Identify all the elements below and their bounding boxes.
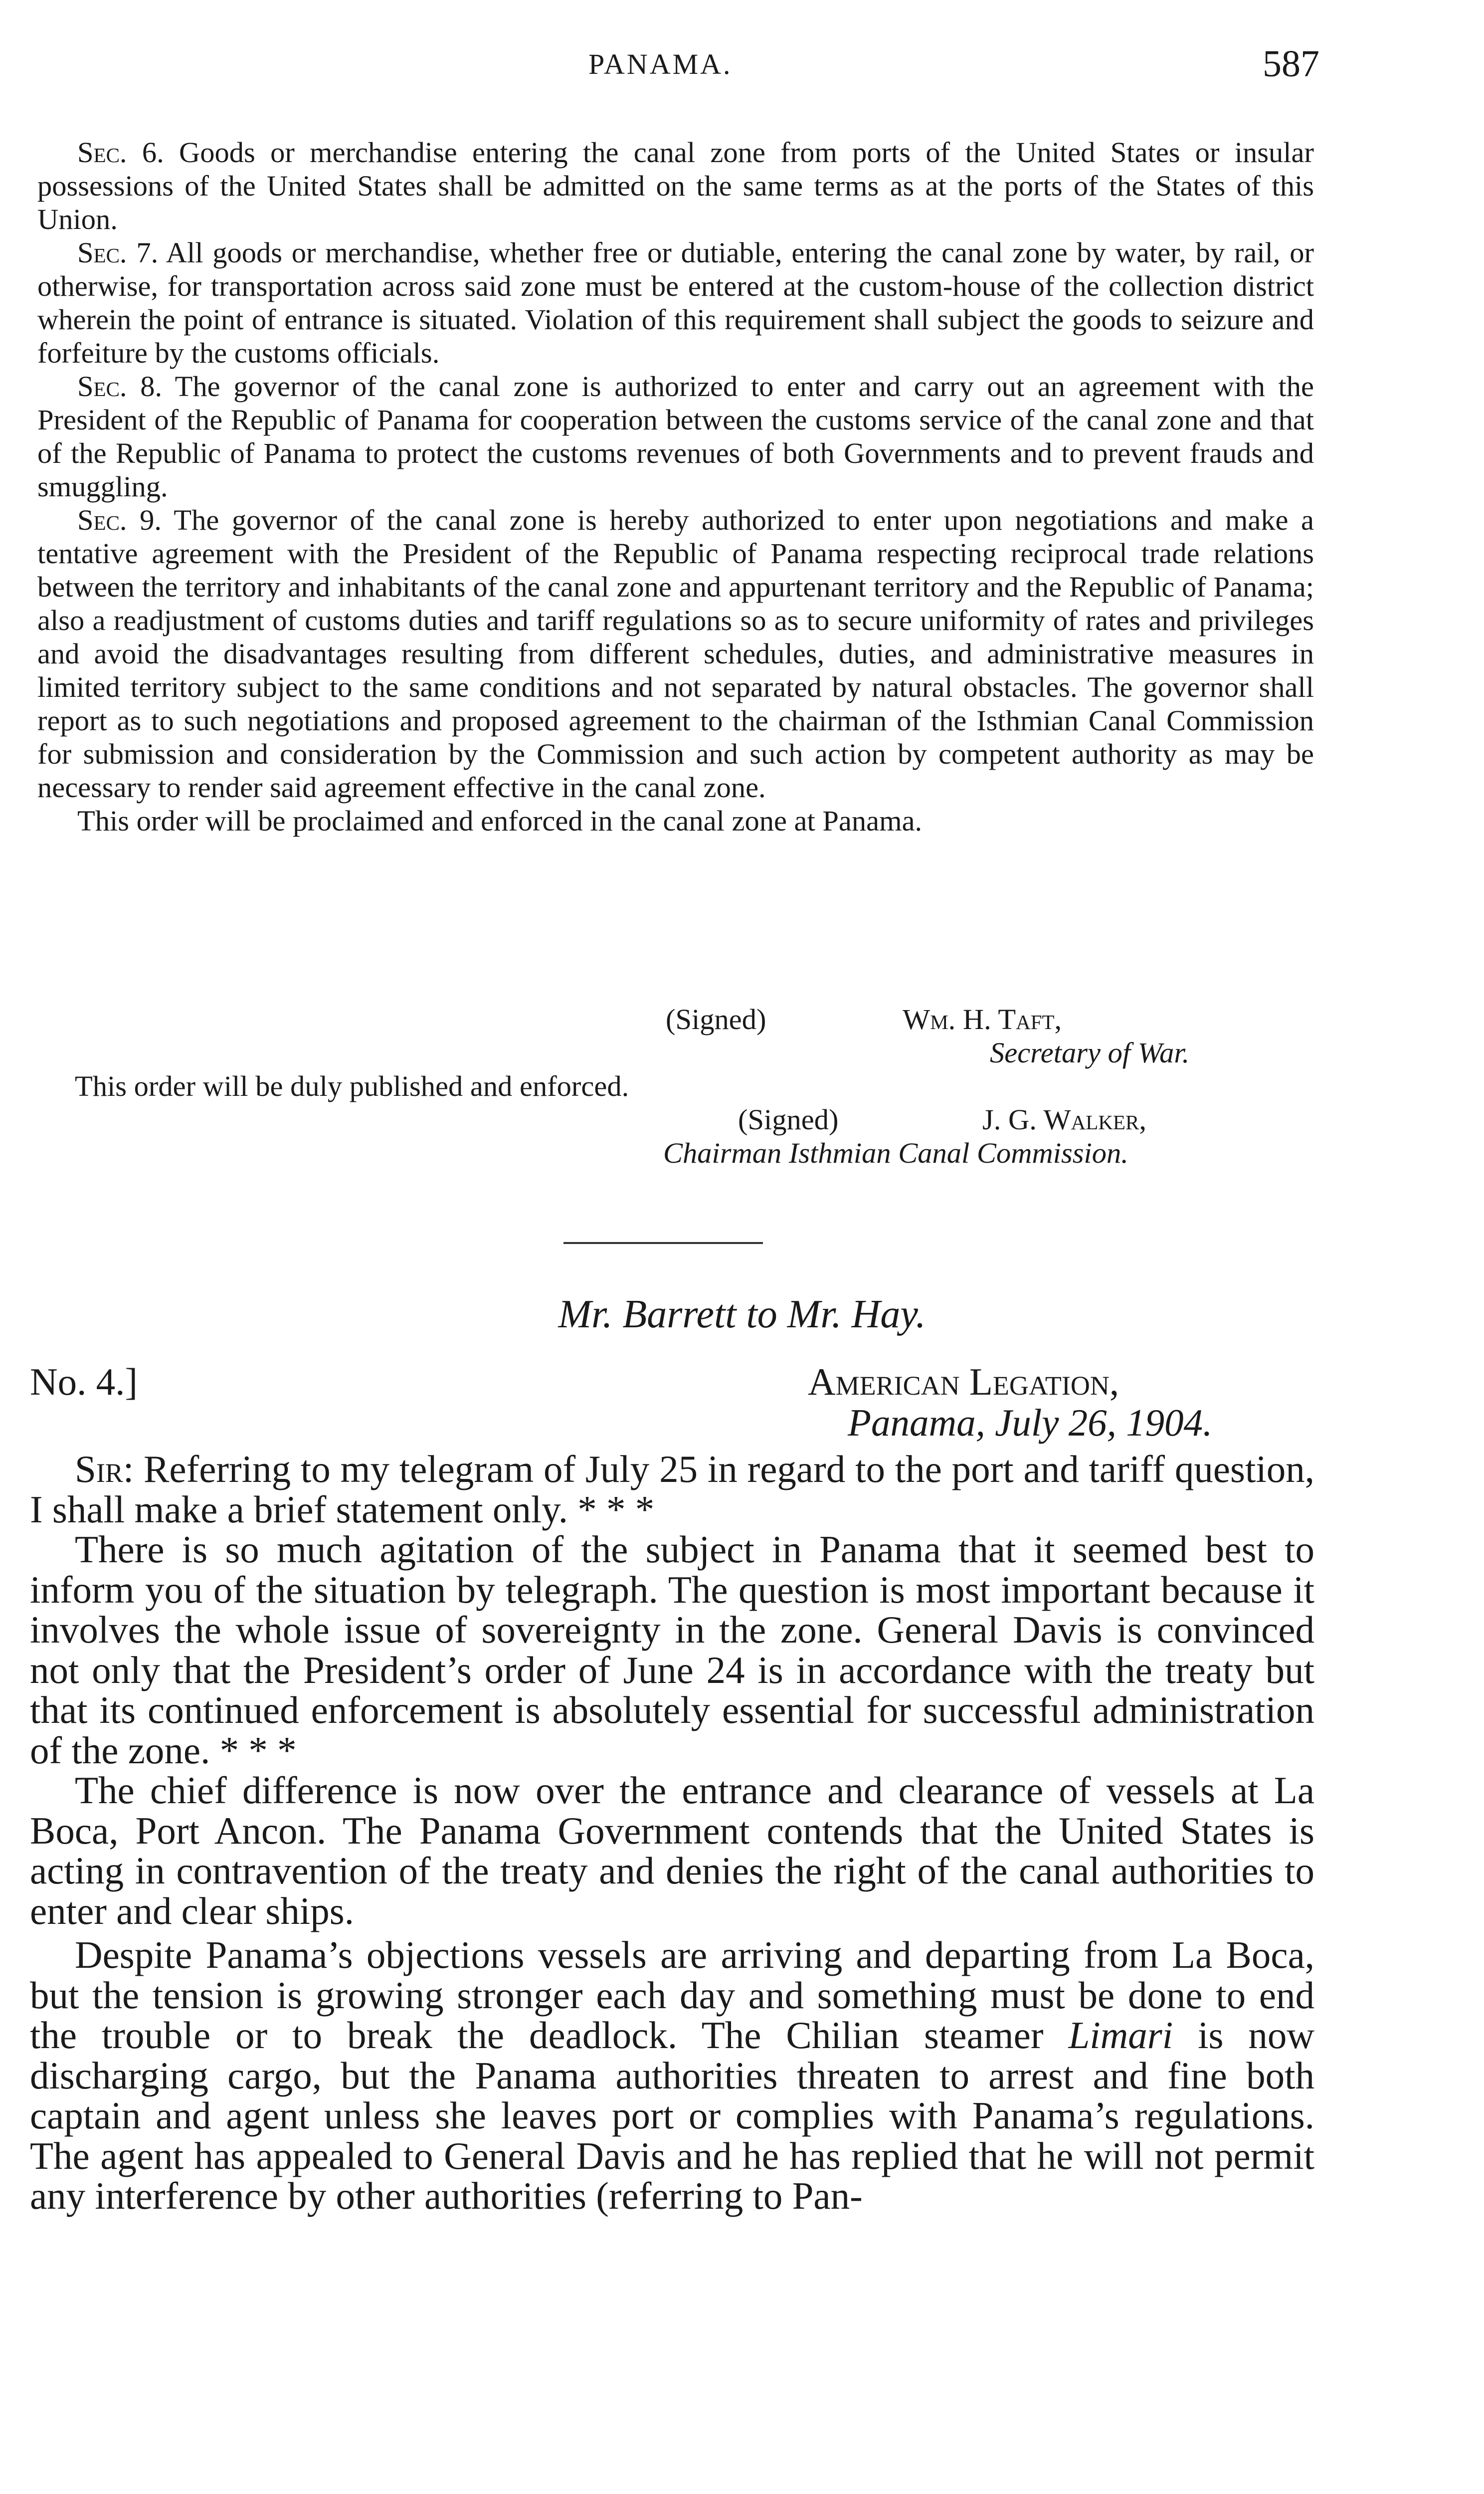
letter-place: American Legation, xyxy=(808,1360,1119,1403)
section-6 xyxy=(37,136,1314,236)
paragraph-text: Despite Panama’s objections vessels are arriving and departing from La Boca, but the tension is growing stronger each day and something must be done to end the trouble or to break the deadlock. The Chilian steamer xyxy=(30,1933,1314,2057)
signed-label-2: (Signed) xyxy=(738,1103,839,1136)
publication-note: This order will be duly published and enforced. xyxy=(75,1070,629,1102)
signer-name-2: J. G. Walker, xyxy=(982,1103,1146,1136)
section-label: Sec. 6. xyxy=(77,136,164,169)
order-text xyxy=(37,136,1314,837)
section-divider xyxy=(563,1242,763,1244)
page-header xyxy=(0,43,1484,92)
signer-title-1: Secretary of War. xyxy=(990,1037,1190,1069)
section-label: Sec. 8. xyxy=(77,370,163,403)
letter-number: No. 4.] xyxy=(30,1360,138,1403)
letter-heading: Mr. Barrett to Mr. Hay. xyxy=(558,1292,926,1336)
section-label: Sec. 9. xyxy=(77,504,162,536)
section-8 xyxy=(37,370,1314,503)
section-text: The governor of the canal zone is authorized to enter and carry out an agreement with the President of the Republic of Panama for cooperation between the customs service of the canal zone and that of the Republic of Panama to protect the customs revenues of both Governments and to prevent frauds and smuggling. xyxy=(37,370,1314,503)
letter-paragraph xyxy=(30,1935,1314,2216)
paragraph-text: is now discharging cargo, but the Panama authorities threaten to arrest and fine both captain and agent unless she leaves port or complies with Panama’s regulations. The agent has appealed to General Davis and he has replied that he will not permit any interference by other authorities (referring to Pan- xyxy=(30,2014,1314,2217)
letter-date: Panama, July 26, 1904. xyxy=(848,1401,1213,1444)
ship-name: Limari xyxy=(1068,2014,1173,2057)
section-text: All goods or merchandise, whether free or dutiable, entering the canal zone by water, by rail, or otherwise, for transportation across said zone must be entered at the custom-house of the collection district wherein the point of entrance is situated. Violation of this requirement shall subject the goods to seizure and forfeiture by the customs officials. xyxy=(37,236,1314,369)
signer-title-2: Chairman Isthmian Canal Commission. xyxy=(663,1137,1128,1169)
signed-label-1: (Signed) xyxy=(666,1003,766,1036)
salutation: Sir: xyxy=(75,1448,134,1490)
letter-paragraph: The chief difference is now over the entrance and clearance of vessels at La Boca, Port Ancon. The Panama Government contends that the United States is acting in contravention of the treaty and denies the right of the canal authorities to enter and clear ships. xyxy=(30,1769,1314,1932)
signer-name-1: Wm. H. Taft, xyxy=(903,1003,1062,1036)
letter-paragraph xyxy=(30,1449,1314,1529)
running-title: PANAMA. xyxy=(588,48,733,80)
paragraph-text: Referring to my telegram of July 25 in regard to the port and tariff question, I shall make a brief statement only. * * * xyxy=(30,1448,1314,1531)
letter-paragraph: There is so much agitation of the subject in Panama that it seemed best to inform you of the situation by telegraph. The question is most important because it involves the whole issue of sovereignty in the zone. General Davis is convinced not only that the President’s order of June 24 is in accordance with the treaty but that its continued enforcement is absolutely essential for successful administration of the zone. * * * xyxy=(30,1528,1314,1772)
page-number: 587 xyxy=(1263,43,1319,85)
section-label: Sec. 7. xyxy=(77,236,159,269)
section-9 xyxy=(37,503,1314,804)
section-text: Goods or merchandise entering the canal zone from ports of the United States or insular possessions of the United States shall be admitted on the same terms as at the ports of the States of this Union. xyxy=(37,136,1314,235)
letter-body xyxy=(30,1449,1314,2216)
proclamation: This order will be proclaimed and enforced in the canal zone at Panama. xyxy=(77,805,923,837)
section-7 xyxy=(37,236,1314,370)
section-text: The governor of the canal zone is hereby authorized to enter upon negotiations and make a tentative agreement with the President of the Republic of Panama respecting reciprocal trade relations between the territory and inhabitants of the canal zone and appurtenant territory and the Republic of Panama; also a readjustment of customs duties and tariff regulations so as to secure uniformity of rates and privileges and avoid the disadvantages resulting from different schedules, duties, and administrative measures in limited territory subject to the same conditions and not separated by natural obstacles. The governor shall report as to such negotiations and proposed agreement to the chairman of the Isthmian Canal Commission for submission and consideration by the Commission and such action by competent authority as may be necessary to render said agreement effective in the canal zone. xyxy=(37,504,1314,804)
